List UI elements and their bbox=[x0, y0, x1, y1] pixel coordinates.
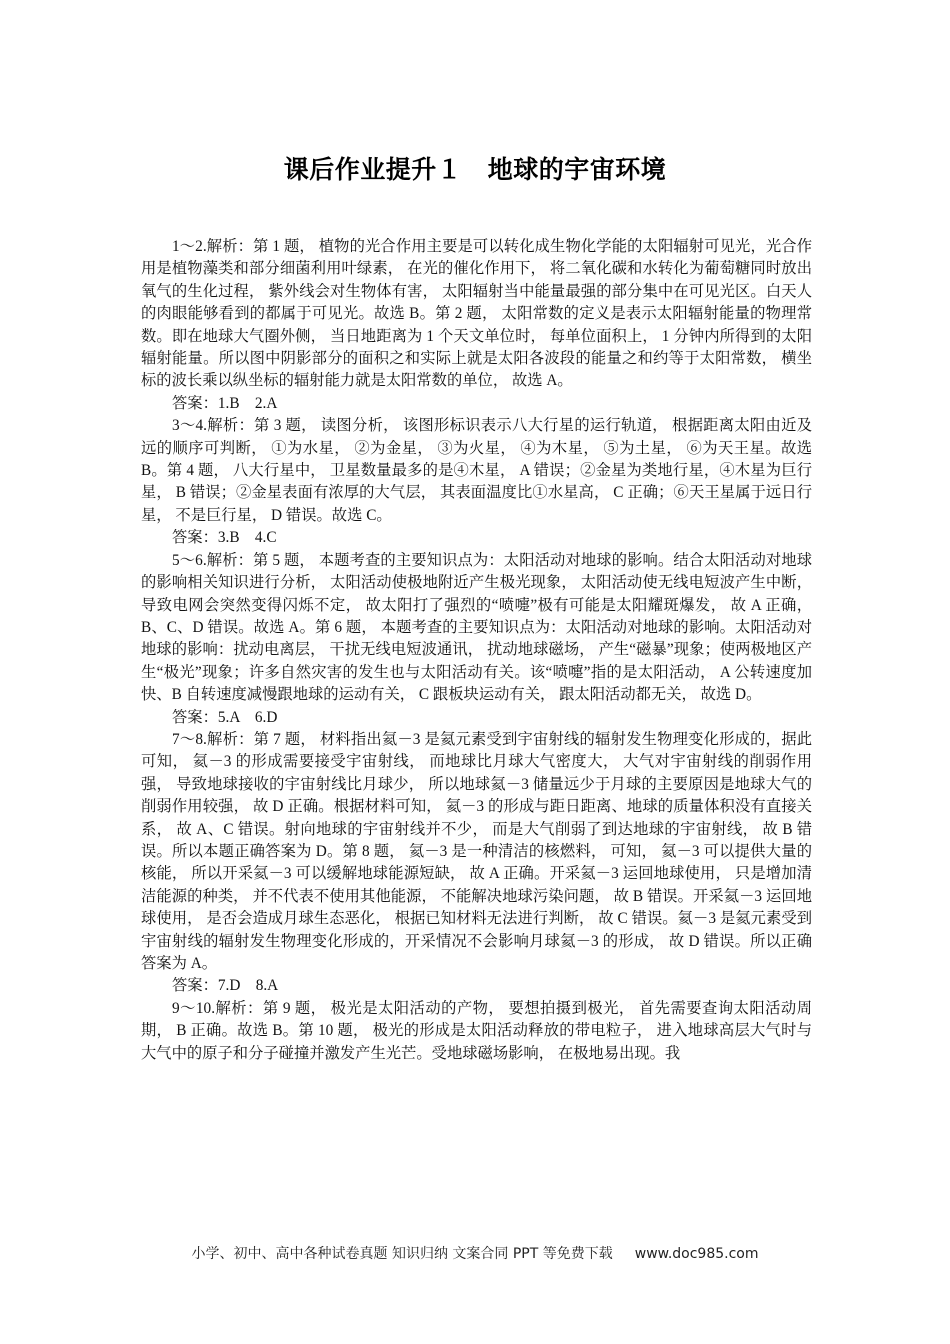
answer-line: 答案：3.B 4.C bbox=[172, 529, 277, 547]
answer-line: 答案：1.B 2.A bbox=[172, 394, 278, 412]
page-title: 课后作业提升１ 地球的宇宙环境 bbox=[283, 155, 667, 184]
answer-line: 答案：5.A 6.D bbox=[172, 708, 278, 726]
answer-line: 答案：7.D 8.A bbox=[172, 977, 279, 995]
analysis-paragraph: 3～4.解析：第 3 题， 读图分析， 该图形标识表示八大行星的运行轨道， 根据距离太阳由近及远的顺序可判断， ①为水星， ②为金星， ③为火星， ④为木星， ⑤为土星， ⑥为天王星。故选 B。第 4 题， 八大行星中， 卫星数量最多的是④木星， A 错误；②金星为类地行星，④木星为巨行星， B 错误；②金星表面有浓厚的大气层， 其表面温度比①水星高， C 正确；⑥天王星属于远日行星， 不是巨行星， D 错误。故选 C。 bbox=[141, 417, 812, 524]
analysis-paragraph: 9～10.解析：第 9 题， 极光是太阳活动的产物， 要想拍摄到极光， 首先需要查询太阳活动周期， B 正确。故选 B。第 10 题， 极光的形成是太阳活动释放的带电粒子， 进入地球高层大气时与大气中的原子和分子碰撞并激发产生光芒。受地球磁场影响， 在极地易出现。我 bbox=[141, 999, 812, 1062]
answer-body bbox=[141, 236, 812, 1065]
footer bbox=[0, 1243, 950, 1263]
footer-link[interactable]: www.doc985.com bbox=[634, 1246, 759, 1262]
analysis-paragraph: 7～8.解析：第 7 题， 材料指出氦－3 是氦元素受到宇宙射线的辐射发生物理变化形成的，据此可知， 氦－3 的形成需要接受宇宙射线， 而地球比月球大气密度大， 大气对宇宙射线的削弱作用强， 导致地球接收的宇宙射线比月球少， 所以地球氦－3 储量远少于月球的主要原因是地球大气的削弱作用较强， 故 D 正确。根据材料可知， 氦－3 的形成与距日距离、地球的质量体积没有直接关系， 故 A、C 错误。射向地球的宇宙射线并不少， 而是大气削弱了到达地球的宇宙射线， 故 B 错误。所以本题正确答案为 D。第 8 题， 氦－3 是一种清洁的核燃料， 可知， 氦－3 可以提供大量的核能， 所以开采氦－3 可以缓解地球能源短缺， 故 A 正确。开采氦－3 运回地球使用， 只是增加清洁能源的种类， 并不代表不使用其他能源， 不能解决地球污染问题， 故 B 错误。开采氦－3 运回地球使用， 是否会造成月球生态恶化， 根据已知材料无法进行判断， 故 C 错误。氦－3 是氦元素受到宇宙射线的辐射发生物理变化形成的，开采情况不会影响月球氦－3 的形成， 故 D 错误。所以正确答案为 A。 bbox=[141, 730, 812, 972]
footer-text: 小学、初中、高中各种试卷真题 知识归纳 文案合同 PPT 等免费下载 bbox=[191, 1246, 613, 1262]
analysis-paragraph: 1～2.解析：第 1 题， 植物的光合作用主要是可以转化成生物化学能的太阳辐射可见光，光合作用是植物藻类和部分细菌利用叶绿素， 在光的催化作用下， 将二氧化碳和水转化为葡萄糖同时放出氧气的生化过程， 紫外线会对生物体有害， 太阳辐射当中能量最强的部分集中在可见光区。白天人的肉眼能够看到的都属于可见光。故选 B。第 2 题， 太阳常数的定义是表示太阳辐射能量的物理常数。即在地球大气圈外侧， 当日地距离为 1 个天文单位时， 每单位面积上， 1 分钟内所得到的太阳辐射能量。所以图中阴影部分的面积之和实际上就是太阳各波段的能量之和约等于太阳常数， 横坐标的波长乘以纵坐标的辐射能力就是太阳常数的单位， 故选 A。 bbox=[141, 238, 812, 390]
analysis-paragraph: 5～6.解析：第 5 题， 本题考查的主要知识点为：太阳活动对地球的影响。结合太阳活动对地球的影响相关知识进行分析， 太阳活动使极地附近产生极光现象， 太阳活动使无线电短波产生中断， 导致电网会突然变得闪烁不定， 故太阳打了强烈的“喷嚏”极有可能是太阳耀斑爆发， 故 A 正确， B、C、D 错误。故选 A。第 6 题， 本题考查的主要知识点为：太阳活动对地球的影响。太阳活动对地球的影响：扰动电离层， 干扰无线电短波通讯， 扰动地球磁场， 产生“磁暴”现象；使两极地区产生“极光”现象；许多自然灾害的发生也与太阳活动有关。该“喷嚏”指的是太阳活动， A 公转速度加快、B 自转速度减慢跟地球的运动有关， C 跟板块运动有关， 跟太阳活动都无关， 故选 D。 bbox=[141, 551, 812, 704]
